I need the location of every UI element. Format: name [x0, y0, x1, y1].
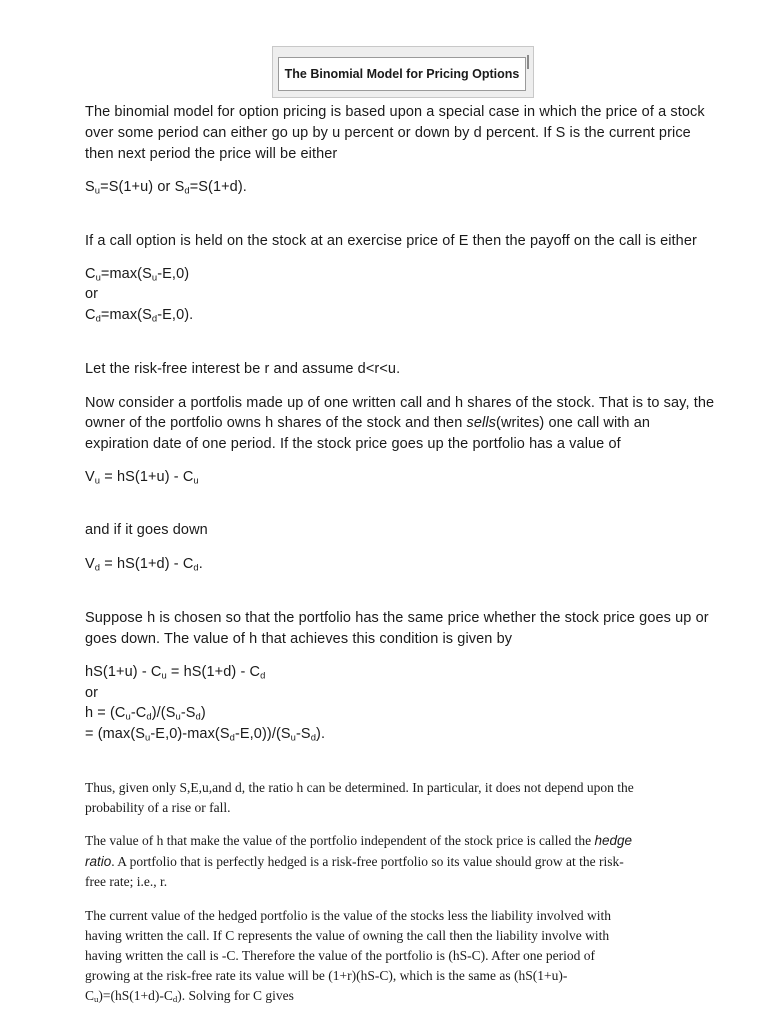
- current-line-2: having written the call. If C represents the value of owning the call then the liability involve with: [85, 928, 610, 943]
- or-text-1: or: [85, 286, 99, 302]
- portfolio-line-3: expiration date of one period. If the stock price goes up the portfolio has a value of: [85, 436, 621, 452]
- equation-stock-prices: $S_u=S(1+u)$ or $S_d=S(1+d)$.: [85, 179, 247, 196]
- hedge-line-2: ratio. A portfolio that is perfectly hedged is a risk-free portfolio so its value should grow at the risk-: [85, 854, 624, 869]
- portfolio-line-2: owner of the portfolio owns h shares of the stock and then sells(writes) one call with an: [85, 415, 651, 431]
- risk-free-text: Let the risk-free interest be r and assume d<r<u.: [85, 361, 401, 377]
- current-line-1: The current value of the hedged portfolio is the value of the stocks less the liability involved with: [85, 908, 611, 923]
- equation-h-1: $hS(1+u) - C_u = hS(1+d) - C_d$: [85, 664, 266, 681]
- portfolio-line-1: Now consider a portfolis made up of one written call and h shares of the stock. That is to say, the: [85, 395, 715, 411]
- equation-vu: $V_u = hS(1+u) - C_u$: [85, 469, 199, 486]
- intro-line-2: over some period can either go up by u percent or down by d percent. If S is the current price: [85, 125, 691, 141]
- title-box: [272, 46, 534, 98]
- intro-line-3: then next period the price will be either: [85, 146, 338, 162]
- current-line-4: growing at the risk-free rate its value will be (1+r)(hS-C), which is the same as (hS(1+u)-: [85, 968, 568, 983]
- goes-down-text: and if it goes down: [85, 522, 208, 538]
- text-cursor-mark: [527, 55, 529, 69]
- hedge-line-3: free rate; i.e., r.: [85, 874, 168, 889]
- equation-h-2: $h = (C_u-C_d)/(S_u-S_d)$: [85, 705, 206, 722]
- equation-cu: $C_u=\max(S_u-E,0)$: [85, 266, 190, 283]
- suppose-line-2: goes down. The value of h that achieves this condition is given by: [85, 631, 513, 647]
- equation-vd: $V_d = hS(1+d) - C_d$.: [85, 556, 203, 573]
- current-line-3: having written the call is -C. Therefore the value of the portfolio is (hS-C). After one period of: [85, 948, 595, 963]
- current-line-5: $C_u)=(hS(1+d)-C_d)$. Solving for C gives: [85, 988, 294, 1005]
- suppose-line-1: Suppose h is chosen so that the portfolio has the same price whether the stock price goes up or: [85, 610, 709, 626]
- hedge-line-1: The value of h that make the value of the portfolio independent of the stock price is called the hedge: [85, 833, 632, 848]
- equation-cd: $C_d=\max(S_d-E,0)$.: [85, 307, 194, 324]
- thus-line-1: Thus, given only S,E,u,and d, the ratio h can be determined. In particular, it does not depend upon the: [85, 780, 634, 795]
- intro-line-1: The binomial model for option pricing is based upon a special case in which the price of a stock: [85, 104, 705, 120]
- or-text-2: or: [85, 685, 99, 701]
- equation-h-3: = $(\max(S_u-E,0)-\max(S_d-E,0))/(S_u-S_d)$.: [85, 726, 326, 743]
- page-title: The Binomial Model for Pricing Options: [278, 57, 526, 91]
- thus-line-2: probability of a rise or fall.: [85, 800, 231, 815]
- call-payoff-text: If a call option is held on the stock at an exercise price of E then the payoff on the call is either: [85, 233, 697, 249]
